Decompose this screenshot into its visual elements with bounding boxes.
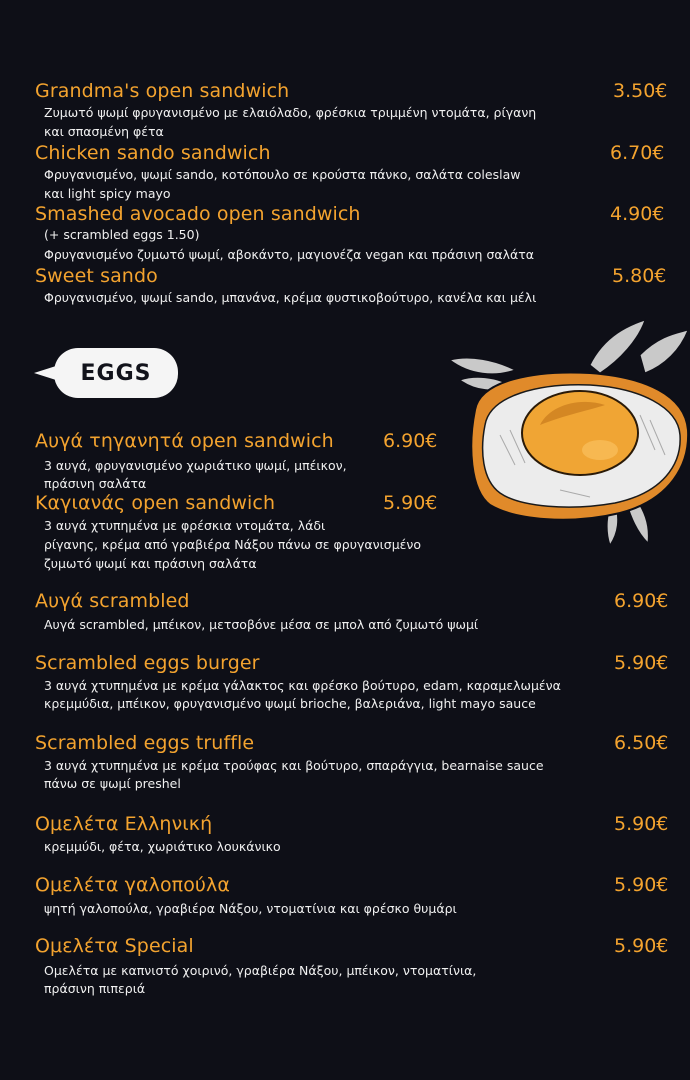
item-description-line: ρίγανης, κρέμα από γραβιέρα Νάξου πάνω σε φρυγανισμένο bbox=[44, 537, 422, 552]
item-description-line: Ζυμωτό ψωμί φρυγανισμένο με ελαιόλαδο, φρέσκια τριμμένη ντομάτα, ρίγανη bbox=[44, 105, 537, 120]
item-price: 5.90€ bbox=[614, 652, 669, 674]
item-name: Grandma's open sandwich bbox=[35, 80, 290, 102]
item-description-line: πάνω σε ψωμί preshel bbox=[44, 776, 181, 791]
fried-egg-illustration bbox=[440, 315, 690, 545]
item-description-line: ζυμωτό ψωμί και πράσινη σαλάτα bbox=[44, 556, 257, 571]
item-description-line: 3 αυγά χτυπημένα με κρέμα τρούφας και βούτυρο, σπαράγγια, bearnaise sauce bbox=[44, 758, 544, 773]
item-description-line: 3 αυγά, φρυγανισμένο χωριάτικο ψωμί, μπέικον, bbox=[44, 458, 347, 473]
item-description-line: Φρυγανισμένο, ψωμί sando, κοτόπουλο σε κρούστα πάνκο, σαλάτα coleslaw bbox=[44, 167, 521, 182]
item-price: 5.90€ bbox=[383, 492, 438, 514]
item-price: 5.90€ bbox=[614, 813, 669, 835]
item-name: Ομελέτα γαλοπούλα bbox=[35, 874, 230, 896]
item-description-line: και σπασμένη φέτα bbox=[44, 124, 164, 139]
item-name: Smashed avocado open sandwich bbox=[35, 203, 361, 225]
item-name: Scrambled eggs burger bbox=[35, 652, 260, 674]
item-name: Καγιανάς open sandwich bbox=[35, 492, 276, 514]
item-description-line: Φρυγανισμένο ζυμωτό ψωμί, αβοκάντο, μαγιονέζα vegan και πράσινη σαλάτα bbox=[44, 247, 535, 262]
item-extra-note: (+ scrambled eggs 1.50) bbox=[44, 227, 200, 242]
item-price: 6.90€ bbox=[383, 430, 438, 452]
item-description-line: Ομελέτα με καπνιστό χοιρινό, γραβιέρα Νάξου, μπέικον, ντοματίνια, bbox=[44, 963, 477, 978]
item-name: Chicken sando sandwich bbox=[35, 142, 271, 164]
item-name: Αυγά τηγανητά open sandwich bbox=[35, 430, 334, 452]
item-price: 4.90€ bbox=[610, 203, 665, 225]
item-name: Αυγά scrambled bbox=[35, 590, 190, 612]
item-price: 6.50€ bbox=[614, 732, 669, 754]
section-title: EGGS bbox=[80, 360, 152, 386]
item-name: Ομελέτα Ελληνική bbox=[35, 813, 213, 835]
item-name: Ομελέτα Special bbox=[35, 935, 194, 957]
item-name: Scrambled eggs truffle bbox=[35, 732, 255, 754]
item-price: 3.50€ bbox=[613, 80, 668, 102]
item-description-line: πράσινη πιπεριά bbox=[44, 981, 146, 996]
item-description-line: κρεμμύδι, φέτα, χωριάτικο λουκάνικο bbox=[44, 839, 281, 854]
item-description-line: κρεμμύδια, μπέικον, φρυγανισμένο ψωμί brioche, βαλεριάνα, light mayo sauce bbox=[44, 696, 536, 711]
item-description-line: και light spicy mayo bbox=[44, 186, 171, 201]
item-name: Sweet sando bbox=[35, 265, 158, 287]
item-price: 5.90€ bbox=[614, 935, 669, 957]
item-price: 6.90€ bbox=[614, 590, 669, 612]
item-description-line: πράσινη σαλάτα bbox=[44, 476, 147, 491]
item-description-line: 3 αυγά χτυπημένα με κρέμα γάλακτος και φρέσκο βούτυρο, edam, καραμελωμένα bbox=[44, 678, 561, 693]
item-description-line: ψητή γαλοπούλα, γραβιέρα Νάξου, ντοματίνια και φρέσκο θυμάρι bbox=[44, 901, 457, 916]
item-price: 5.90€ bbox=[614, 874, 669, 896]
item-price: 5.80€ bbox=[612, 265, 667, 287]
item-description-line: Αυγά scrambled, μπέικον, μετσοβόνε μέσα σε μπολ από ζυμωτό ψωμί bbox=[44, 617, 479, 632]
item-description-line: Φρυγανισμένο, ψωμί sando, μπανάνα, κρέμα φυστικοβούτυρο, κανέλα και μέλι bbox=[44, 290, 537, 305]
item-price: 6.70€ bbox=[610, 142, 665, 164]
section-heading-badge bbox=[54, 348, 178, 398]
item-description-line: 3 αυγά χτυπημένα με φρέσκια ντομάτα, λάδι bbox=[44, 518, 326, 533]
